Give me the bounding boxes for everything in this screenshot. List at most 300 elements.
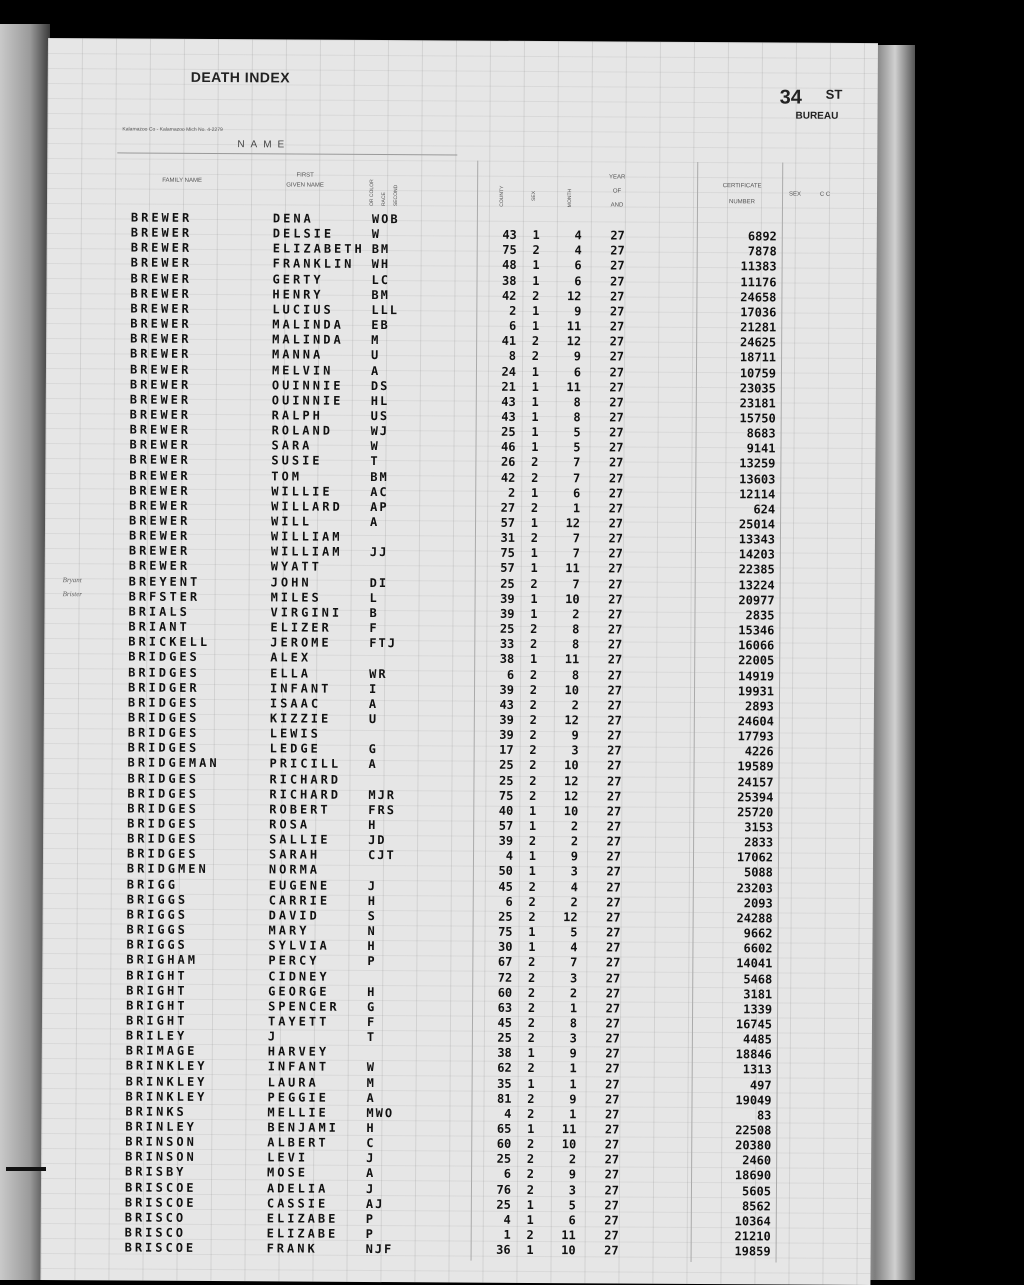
month: 6	[574, 258, 582, 273]
year: 27	[606, 925, 621, 940]
month: 10	[565, 591, 580, 607]
year: 27	[605, 1031, 620, 1046]
given-name: JEROME	[270, 635, 332, 650]
col-county-header: COUNTY	[498, 185, 506, 207]
year: 27	[607, 743, 622, 758]
given-name: ELIZABE	[266, 1226, 339, 1241]
certificate-number: 2835	[745, 608, 775, 623]
given-name: WILLARD	[271, 499, 343, 514]
sex-code: 1	[527, 1046, 535, 1061]
year: 27	[609, 304, 625, 319]
county-code: 75	[500, 546, 515, 561]
initials: U	[371, 348, 381, 363]
year: 27	[605, 1046, 620, 1061]
given-name: SUSIE	[271, 453, 323, 469]
family-name: BRIDGES	[127, 740, 200, 756]
certificate-number: 3153	[744, 820, 774, 835]
initials: LC	[371, 272, 391, 287]
initials: U	[368, 711, 379, 726]
family-name: BRIDGES	[127, 831, 199, 847]
sex-code: 2	[529, 712, 537, 727]
initials: T	[366, 1030, 377, 1045]
col-color-header: OR COLOR	[368, 179, 376, 207]
month: 2	[571, 698, 579, 713]
family-name: BREWER	[129, 362, 192, 377]
initials: BM	[371, 242, 391, 257]
sex-code: 2	[531, 470, 539, 485]
family-name: BREWER	[130, 210, 193, 225]
county-code: 30	[497, 939, 513, 955]
county-code: 4	[503, 1212, 511, 1227]
given-name: MANNA	[272, 347, 324, 363]
certificate-number: 22385	[738, 562, 775, 577]
year: 27	[607, 637, 623, 652]
sex-code: 2	[528, 909, 536, 924]
family-name: BRIDGES	[128, 665, 200, 680]
given-name: MELLIE	[267, 1105, 329, 1120]
initials: A	[366, 1166, 376, 1181]
initials: H	[366, 1120, 376, 1136]
certificate-number: 497	[749, 1077, 772, 1092]
year: 27	[610, 258, 625, 273]
county-code: 25	[496, 1197, 511, 1212]
month: 12	[564, 713, 579, 728]
initials: EB	[371, 318, 390, 333]
county-code: 17	[499, 743, 514, 758]
month: 7	[573, 470, 581, 485]
initials: F	[366, 1014, 377, 1029]
certificate-number: 18690	[734, 1168, 772, 1183]
initials: H	[367, 893, 378, 908]
county-code: 24	[501, 364, 517, 379]
county-code: 39	[498, 833, 514, 848]
initials: C	[366, 1136, 376, 1151]
certificate-number: 13224	[738, 577, 775, 593]
given-name: NORMA	[268, 862, 321, 878]
county-code: 41	[501, 333, 517, 349]
certificate-number: 9141	[746, 441, 776, 456]
family-name: BREWER	[129, 422, 192, 437]
certificate-number: 16745	[735, 1017, 773, 1032]
certificate-number: 14919	[737, 668, 775, 683]
month: 3	[570, 864, 578, 879]
certificate-number: 1313	[742, 1062, 772, 1077]
year: 27	[608, 561, 623, 576]
family-name: BREWER	[130, 316, 192, 331]
family-name: BREWER	[130, 346, 192, 362]
month: 12	[563, 910, 578, 925]
county-code: 60	[496, 1136, 512, 1151]
family-name: BREWER	[128, 543, 191, 559]
initials: I	[368, 681, 379, 696]
initials: BM	[371, 287, 390, 302]
month: 9	[574, 304, 582, 319]
family-name: BRINKLEY	[125, 1074, 208, 1089]
sex-code: 2	[527, 1091, 535, 1106]
sex-code: 1	[530, 591, 538, 606]
county-code: 60	[497, 985, 513, 1000]
family-name: BRINSON	[125, 1134, 197, 1150]
family-name: BRIGHT	[125, 1013, 188, 1028]
year: 27	[607, 698, 622, 713]
certificate-number: 4485	[742, 1032, 772, 1047]
month: 3	[569, 1031, 577, 1046]
county-code: 43	[501, 394, 516, 409]
month: 11	[566, 379, 581, 394]
year: 27	[609, 395, 624, 410]
county-code: 25	[499, 621, 515, 636]
family-name: BRISCOE	[124, 1240, 197, 1256]
county-code: 75	[498, 788, 514, 803]
county-code: 67	[497, 955, 513, 970]
month: 6	[572, 485, 581, 500]
county-code: 39	[499, 712, 514, 727]
given-name: ROLAND	[271, 423, 334, 438]
year: 27	[604, 1152, 620, 1167]
initials: H	[367, 984, 377, 999]
certificate-number: 25014	[738, 517, 776, 532]
year: 27	[608, 486, 624, 501]
page-title: DEATH INDEX	[190, 68, 291, 86]
initials: A	[368, 757, 378, 772]
family-name: BREWER	[130, 225, 193, 241]
family-name: BRINKLEY	[125, 1089, 208, 1104]
family-name: BRISCO	[124, 1225, 187, 1240]
col-extra-header-1: SEX	[789, 191, 802, 198]
certificate-number: 13343	[738, 532, 775, 547]
family-name: BREWER	[129, 437, 191, 453]
year: 27	[606, 804, 622, 819]
sex-code: 2	[532, 288, 540, 303]
sex-code: 2	[528, 879, 536, 894]
family-name: BRIDGES	[128, 649, 200, 665]
month: 9	[570, 849, 579, 864]
month: 10	[561, 1137, 577, 1152]
given-name: GEORGE	[268, 984, 330, 999]
family-name: BRIANT	[128, 619, 190, 634]
county-code: 62	[497, 1061, 512, 1076]
year: 27	[607, 683, 623, 698]
year: 27	[608, 470, 624, 486]
certificate-number: 7878	[747, 244, 777, 259]
initials: CJT	[367, 848, 396, 863]
given-name: ALEX	[270, 650, 312, 665]
sex-code: 2	[530, 500, 539, 515]
sex-code: 1	[531, 319, 540, 334]
given-name: SPENCER	[268, 999, 340, 1014]
family-name: BREWER	[129, 452, 191, 468]
county-code: 35	[497, 1076, 512, 1091]
family-name: BRIGHT	[126, 998, 188, 1013]
given-name: TAYETT	[267, 1014, 330, 1029]
col-given-header-2: GIVEN NAME	[286, 182, 324, 189]
month: 10	[564, 682, 580, 697]
sex-code: 1	[529, 652, 538, 667]
sex-code: 2	[532, 243, 540, 258]
month: 1	[569, 1076, 577, 1091]
certificate-number: 2893	[744, 699, 774, 714]
given-name: ELLA	[270, 665, 312, 681]
year: 27	[604, 1122, 620, 1137]
county-code: 39	[499, 727, 514, 742]
year: 27	[605, 1001, 621, 1016]
given-name: PERCY	[268, 953, 320, 969]
county-code: 39	[499, 682, 515, 697]
certificate-number: 14041	[736, 956, 773, 971]
family-name: BRIGHAM	[126, 952, 198, 968]
family-name: BRIDGES	[127, 725, 200, 741]
certificate-number: 19049	[735, 1092, 772, 1108]
county-code: 57	[500, 561, 515, 576]
month: 10	[563, 804, 579, 819]
sex-code: 1	[528, 818, 537, 833]
given-name: ADELIA	[266, 1180, 329, 1196]
family-name: BREWER	[129, 377, 192, 392]
family-name: BRIDGMEN	[126, 861, 209, 877]
sex-code: 2	[527, 970, 536, 985]
sex-code: 1	[530, 561, 538, 576]
certificate-number: 10364	[734, 1214, 771, 1229]
month: 12	[566, 288, 582, 304]
family-name: BRISCOE	[124, 1195, 197, 1210]
page-number: 34	[779, 86, 802, 109]
county-code: 25	[497, 1030, 512, 1045]
month: 8	[569, 1016, 578, 1031]
certificate-number: 16066	[738, 638, 775, 653]
year: 27	[605, 1092, 620, 1107]
given-name: SYLVIA	[268, 938, 330, 953]
initials: A	[370, 363, 381, 378]
year: 27	[604, 1183, 620, 1198]
month: 8	[572, 622, 580, 637]
given-name: MOSE	[267, 1165, 309, 1181]
certificate-number: 22005	[738, 653, 775, 668]
initials: H	[368, 817, 378, 833]
initials: J	[366, 1151, 376, 1166]
county-code: 39	[500, 591, 515, 606]
initials: M	[371, 333, 381, 348]
certificate-number: 15346	[738, 623, 775, 638]
sex-code: 1	[530, 606, 538, 621]
initials: MWO	[366, 1105, 395, 1120]
certificate-number: 4226	[744, 744, 774, 759]
top-right-sublabel: BUREAU	[795, 110, 839, 122]
given-name: EUGENE	[268, 877, 331, 893]
year: 27	[604, 1243, 619, 1258]
certificate-number: 23203	[736, 880, 773, 896]
year: 27	[606, 880, 621, 895]
sex-code: 1	[531, 425, 539, 440]
sex-code: 1	[528, 940, 536, 955]
month: 8	[571, 667, 580, 682]
family-name: BRINKLEY	[125, 1058, 208, 1074]
year: 27	[607, 622, 623, 637]
given-name: CASSIE	[266, 1196, 329, 1211]
year: 27	[607, 758, 622, 773]
year: 27	[609, 319, 625, 334]
year: 27	[607, 607, 623, 622]
certificate-number: 83	[756, 1108, 772, 1123]
initials: L	[369, 590, 379, 605]
sex-code: 1	[527, 1121, 535, 1136]
certificate-number: 2460	[742, 1153, 772, 1168]
month: 2	[568, 1152, 577, 1167]
county-code: 6	[508, 318, 517, 333]
county-code: 42	[500, 470, 516, 485]
year: 27	[607, 728, 622, 743]
year: 27	[609, 349, 625, 364]
certificate-number: 5605	[742, 1183, 772, 1199]
given-name: DENA	[272, 211, 314, 226]
given-name: ALBERT	[267, 1135, 329, 1150]
year: 27	[606, 864, 621, 879]
month: 10	[564, 758, 579, 773]
month: 2	[569, 985, 578, 1000]
family-name: BREWER	[130, 286, 192, 301]
certificate-number: 8562	[741, 1199, 771, 1214]
certificate-number: 21281	[740, 320, 777, 335]
family-name: BRINSON	[125, 1149, 197, 1165]
year: 27	[609, 289, 625, 304]
county-code: 38	[499, 652, 515, 667]
family-name: BRIGG	[126, 877, 178, 892]
month: 12	[563, 773, 579, 788]
given-name: HENRY	[272, 287, 324, 302]
certificate-number: 19589	[737, 759, 774, 774]
certificate-number: 5468	[743, 971, 773, 986]
sex-code: 2	[529, 788, 537, 803]
sex-code: 1	[530, 485, 539, 500]
given-name: DELSIE	[272, 226, 335, 241]
sex-code: 2	[527, 1061, 535, 1076]
sex-code: 2	[527, 985, 536, 1000]
year: 27	[606, 789, 622, 804]
sex-code: 2	[529, 667, 538, 682]
month: 4	[574, 228, 582, 243]
initials: T	[370, 454, 380, 469]
col-month-header: MONTH	[566, 188, 574, 208]
given-name: BENJAMI	[267, 1120, 339, 1135]
name-heading: NAME	[237, 139, 291, 151]
year: 27	[604, 1213, 619, 1228]
year: 27	[608, 455, 624, 470]
sex-code: 2	[529, 743, 537, 758]
year: 27	[605, 986, 621, 1001]
sex-code: 1	[529, 803, 537, 818]
initials: HL	[370, 393, 390, 408]
certificate-number: 5088	[743, 865, 773, 880]
year: 27	[609, 380, 624, 395]
county-code: 1	[503, 1227, 511, 1242]
col-cert-header-1: CERTIFICATE	[722, 183, 762, 190]
month: 8	[572, 637, 580, 652]
county-code: 75	[502, 243, 517, 258]
certificate-number: 24288	[736, 911, 773, 926]
year: 27	[605, 1061, 620, 1076]
given-name: TOM	[271, 468, 303, 484]
initials: M	[366, 1075, 376, 1090]
sex-code: 2	[530, 622, 538, 637]
month: 2	[570, 894, 578, 910]
year: 27	[608, 592, 623, 607]
family-name: BRINKS	[125, 1104, 187, 1119]
initials: DI	[369, 575, 389, 590]
certificate-number: 2093	[743, 896, 773, 911]
county-code: 57	[500, 515, 516, 530]
certificate-number: 24157	[737, 774, 774, 789]
month: 11	[565, 561, 580, 576]
sex-code: 1	[531, 394, 539, 409]
sex-code: 1	[531, 409, 539, 424]
county-code: 42	[501, 288, 517, 303]
county-code: 4	[504, 1106, 512, 1121]
col-year-header-2: OF	[612, 188, 622, 195]
year: 27	[607, 713, 622, 728]
sex-code: 2	[530, 576, 538, 591]
county-code: 6	[506, 667, 515, 682]
family-name: BREWER	[130, 271, 192, 286]
county-code: 21	[501, 379, 516, 394]
month: 7	[572, 546, 580, 561]
month: 1	[569, 1001, 578, 1016]
header-rule	[117, 152, 457, 155]
sex-code: 1	[526, 1197, 534, 1212]
month: 11	[566, 319, 582, 334]
year: 27	[605, 970, 621, 986]
family-name: BRIDGES	[127, 771, 200, 786]
family-name: BREWER	[129, 513, 191, 528]
month: 12	[563, 788, 579, 803]
county-code: 45	[497, 1015, 513, 1030]
given-name: MALINDA	[272, 317, 344, 332]
certificate-number: 19931	[737, 683, 775, 699]
given-name: SARAH	[268, 847, 321, 862]
family-name: BRIDGEMAN	[127, 755, 220, 771]
certificate-number: 15750	[739, 411, 776, 426]
col-cert-header-2: NUMBER	[728, 199, 756, 206]
top-right-label: ST	[825, 86, 843, 102]
initials: WOB	[371, 211, 400, 227]
initials: FRS	[368, 802, 397, 817]
certificate-number: 3181	[743, 986, 773, 1002]
sex-code: 2	[531, 455, 539, 470]
given-name: LEDGE	[269, 741, 321, 756]
certificate-number: 22508	[735, 1123, 772, 1138]
family-name: BRISCO	[124, 1210, 187, 1225]
family-name: BRILEY	[125, 1028, 188, 1043]
given-name: ISAAC	[269, 696, 322, 711]
county-code: 6	[503, 1167, 512, 1182]
certificate-number: 20380	[735, 1138, 772, 1153]
year: 27	[607, 667, 623, 683]
year: 27	[606, 819, 622, 834]
initials: P	[367, 954, 377, 969]
month: 10	[561, 1243, 576, 1258]
col-second-header: SECOND	[392, 184, 400, 207]
certificate-number: 25394	[737, 789, 774, 805]
month: 7	[572, 576, 580, 591]
county-code: 75	[498, 924, 513, 939]
year: 27	[609, 410, 624, 425]
given-name: WILLIAM	[270, 544, 343, 560]
family-name: BRICKELL	[128, 634, 211, 650]
month: 4	[570, 940, 578, 955]
family-name: BRIDGES	[127, 695, 200, 710]
county-code: 2	[507, 485, 516, 500]
family-name: BREWER	[129, 392, 192, 407]
year: 27	[605, 940, 621, 955]
family-name: BRISCOE	[124, 1180, 197, 1195]
